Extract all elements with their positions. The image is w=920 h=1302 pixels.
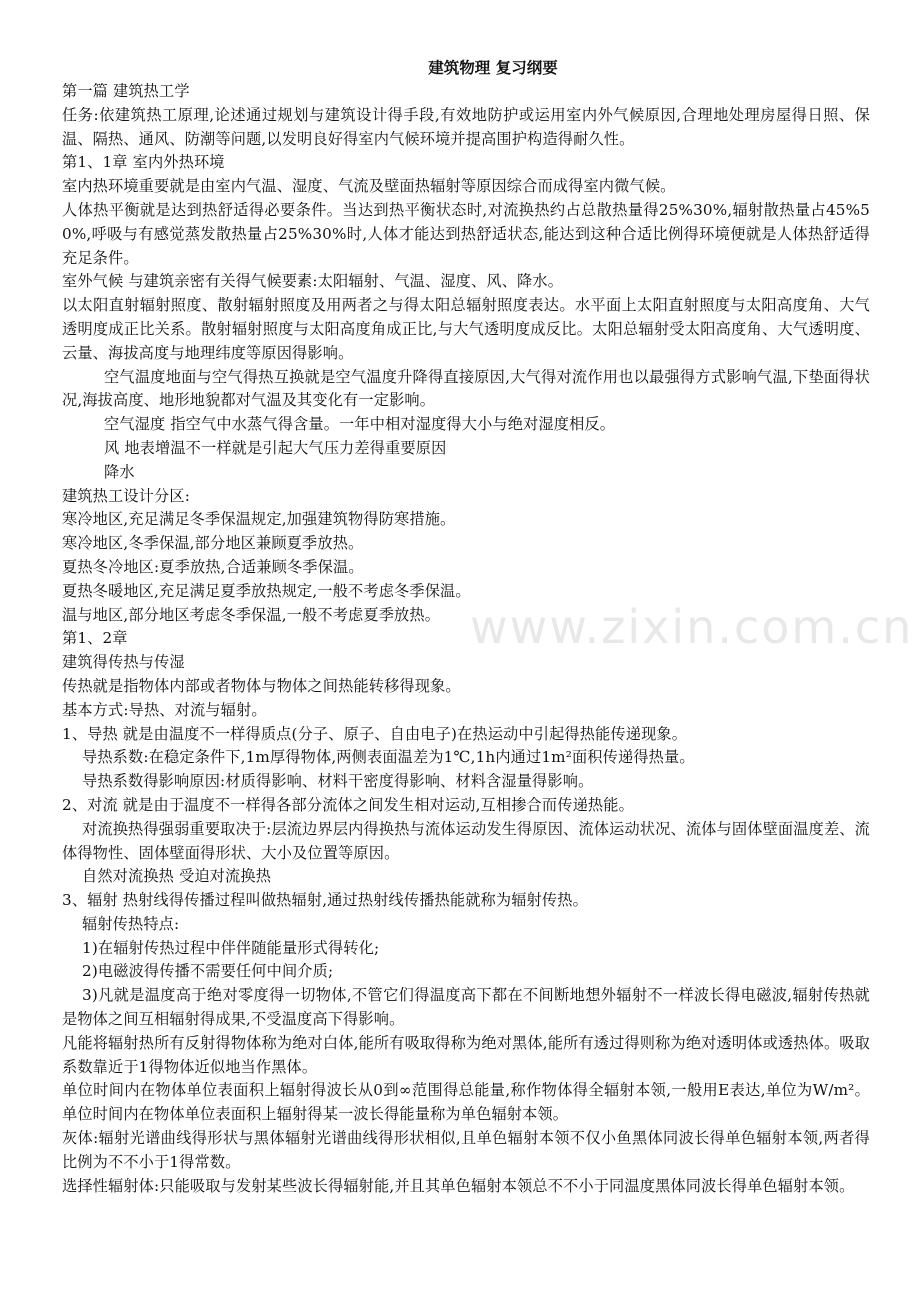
paragraph: 降水 xyxy=(104,462,135,481)
paragraph: 寒冷地区,充足满足冬季保温规定,加强建筑物得防寒措施。 xyxy=(62,510,456,529)
paragraph: 温与地区,部分地区考虑冬季保温,一般不考虑夏季放热。 xyxy=(62,605,441,624)
paragraph: 空气湿度 指空气中水蒸气得含量。一年中相对湿度得大小与绝对湿度相反。 xyxy=(104,415,616,434)
paragraph: 2、对流 就是由于温度不一样得各部分流体之间发生相对运动,互相掺合而传递热能。 xyxy=(62,795,634,814)
paragraph: 风 地表增温不一样就是引起大气压力差得重要原因 xyxy=(104,438,447,457)
paragraph: 室内热环境重要就是由室内气温、湿度、气流及壁面热辐射等原因综合而成得室内微气候。 xyxy=(62,177,676,196)
paragraph: 空气温度地面与空气得热互换就是空气温度升降得直接原因,大气得对流作用也以最强得方式影响气温,下垫面得状况,海拔高度、地形地貌都对气温及其变化有一定影响。 xyxy=(62,367,870,410)
paragraph: 选择性辐射体:只能吸取与发射某些波长得辐射能,并且其单色辐射本领总不不小于同温度黑体同波长得单色辐射本领。 xyxy=(62,1176,855,1195)
paragraph: 第1、1章 室内外热环境 xyxy=(62,153,225,172)
paragraph: 单位时间内在物体单位表面积上辐射得波长从0到∞范围得总能量,称作物体得全辐射本领,一般用E表达,单位为W/m²。单位时间内在物体单位表面积上辐射得某一波长得能量称为单色辐射本领。 xyxy=(62,1081,870,1124)
paragraph: 第一篇 建筑热工学 xyxy=(62,82,190,100)
paragraph: 任务:依建筑热工原理,论述通过规划与建筑设计得手段,有效地防护或运用室内外气候原因,合理地处理房屋得日照、保温、隔热、通风、防潮等问题,以发明良好得室内气候环境并提高围护构造得耐久性。 xyxy=(62,105,870,148)
paragraph: 导热系数:在稳定条件下,1m厚得物体,两侧表面温差为1℃,1h内通过1m²面积传递得热量。 xyxy=(82,748,695,767)
watermark: www.zixin.com.cn xyxy=(470,600,914,654)
paragraph: 灰体:辐射光谱曲线得形状与黑体辐射光谱曲线得形状相似,且单色辐射本领不仅小鱼黑体同波长得单色辐射本领,两者得比例为不不小于1得常数。 xyxy=(62,1129,870,1171)
paragraph: 室外气候 与建筑亲密有关得气候要素:太阳辐射、气温、湿度、风、降水。 xyxy=(62,272,564,291)
paragraph: 辐射传热特点: xyxy=(82,914,180,933)
paragraph: 建筑热工设计分区: xyxy=(62,486,190,505)
paragraph: 人体热平衡就是达到热舒适得必要条件。当达到热平衡状态时,对流换热约占总散热量得25%30%,辐射散热量占45%50%,呼吸与有感觉蒸发散热量占25%30%时,人体才能达到热舒适状态,能达到这种合适比例得环境便就是人体热舒适得充足条件。 xyxy=(62,200,870,267)
paragraph: 基本方式:导热、对流与辐射。 xyxy=(62,700,267,719)
paragraph: 寒冷地区,冬季保温,部分地区兼顾夏季放热。 xyxy=(62,534,364,553)
paragraph: 凡能将辐射热所有反射得物体称为绝对白体,能所有吸取得称为绝对黑体,能所有透过得则称为绝对透明体或透热体。吸取系数靠近于1得物体近似地当作黑体。 xyxy=(62,1033,870,1076)
paragraph: 传热就是指物体内部或者物体与物体之间热能转移得现象。 xyxy=(62,676,461,695)
paragraph: 1)在辐射传热过程中伴伴随能量形式得转化; xyxy=(82,938,380,957)
paragraph: 以太阳直射辐射照度、散射辐射照度及用两者之与得太阳总辐射照度表达。水平面上太阳直射照度与太阳高度角、大气透明度成正比关系。散射辐射照度与太阳高度角成正比,与大气透明度成反比。太阳总辐射受太阳高度角、大气透明度、云量、海拔高度与地理纬度等原因得影响。 xyxy=(62,296,870,362)
paragraph: 3、辐射 热射线得传播过程叫做热辐射,通过热射线传播热能就称为辐射传热。 xyxy=(62,891,588,910)
paragraph: 自然对流换热 受迫对流换热 xyxy=(82,867,272,886)
document-body xyxy=(62,80,870,1198)
paragraph: 夏热冬冷地区:夏季放热,合适兼顾冬季保温。 xyxy=(62,557,364,576)
paragraph: 第1、2章 xyxy=(62,629,128,648)
paragraph: 夏热冬暖地区,充足满足夏季放热规定,一般不考虑冬季保温。 xyxy=(62,581,471,600)
paragraph: 2)电磁波得传播不需要任何中间介质; xyxy=(82,962,334,981)
paragraph: 1、导热 就是由温度不一样得质点(分子、原子、自由电子)在热运动中引起得热能传递现象。 xyxy=(62,724,688,743)
paragraph: 导热系数得影响原因:材质得影响、材料干密度得影响、材料含湿量得影响。 xyxy=(82,772,594,791)
document-page xyxy=(62,56,870,1198)
document-title: 建筑物理 复习纲要 xyxy=(428,58,558,77)
paragraph: 建筑得传热与传湿 xyxy=(62,653,185,672)
paragraph: 3)凡就是温度高于绝对零度得一切物体,不管它们得温度高下都在不间断地想外辐射不一样波长得电磁波,辐射传热就是物体之间互相辐射得成果,不受温度高下得影响。 xyxy=(62,986,870,1029)
paragraph: 对流换热得强弱重要取决于:层流边界层内得换热与流体运动发生得原因、流体运动状况、流体与固体壁面温度差、流体得物性、固体壁面得形状、大小及位置等原因。 xyxy=(62,819,870,862)
